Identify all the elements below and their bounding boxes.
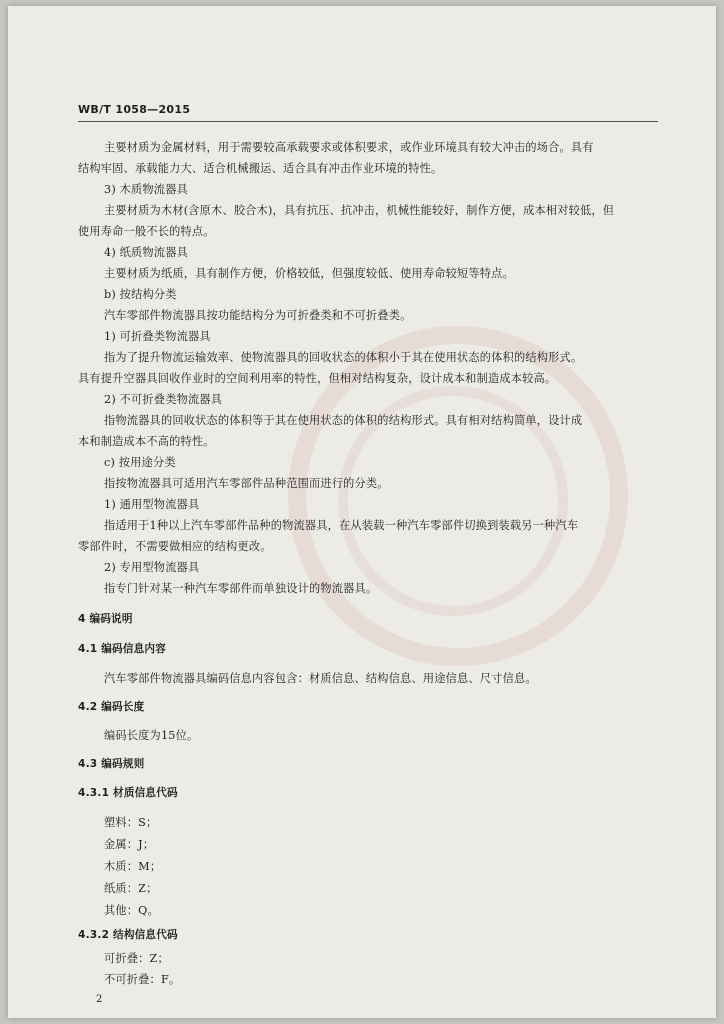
para-4-2: 编码长度为15位。 <box>104 729 199 742</box>
para-wood-desc-2: 使用寿命一般不长的特点。 <box>78 225 215 238</box>
code-plastic: 塑料：S； <box>104 816 158 829</box>
code-wood: 木质：M； <box>104 860 162 873</box>
para-4-1: 汽车零部件物流器具编码信息内容包含：材质信息、结构信息、用途信息、尺寸信息。 <box>104 672 537 685</box>
heading-4-3-2: 4.3.2 结构信息代码 <box>78 929 178 941</box>
code-foldable: 可折叠：Z； <box>104 952 169 965</box>
para-metal-desc-1: 主要材质为金属材料，用于需要较高承载要求或体积要求，或作业环境具有较大冲击的场合。具有 <box>104 141 594 154</box>
item-wood: 3) 木质物流器具 <box>104 183 188 196</box>
para-structure-desc: 汽车零部件物流器具按功能结构分为可折叠类和不可折叠类。 <box>104 309 412 322</box>
page-number: 2 <box>96 994 103 1005</box>
heading-4: 4 编码说明 <box>78 613 133 625</box>
standard-number-header: WB/T 1058—2015 <box>78 103 191 116</box>
heading-4-3: 4.3 编码规则 <box>78 758 145 770</box>
para-non-foldable-desc-2: 本和制造成本不高的特性。 <box>78 435 215 448</box>
para-paper-desc: 主要材质为纸质，具有制作方便，价格较低，但强度较低、使用寿命较短等特点。 <box>104 267 514 280</box>
para-wood-desc-1: 主要材质为木材(含原木、胶合木)，具有抗压、抗冲击，机械性能较好，制作方便，成本相对较低，但 <box>104 204 615 217</box>
item-paper: 4) 纸质物流器具 <box>104 246 188 259</box>
code-other: 其他：Q。 <box>104 904 159 917</box>
code-metal: 金属：J； <box>104 838 155 851</box>
heading-4-1: 4.1 编码信息内容 <box>78 643 167 655</box>
para-metal-desc-2: 结构牢固、承载能力大、适合机械搬运、适合具有冲击作业环境的特性。 <box>78 162 443 175</box>
para-special-desc: 指专门针对某一种汽车零部件而单独设计的物流器具。 <box>104 582 378 595</box>
code-non-foldable: 不可折叠：F。 <box>104 973 181 986</box>
para-use-desc: 指按物流器具可适用汽车零部件品种范围而进行的分类。 <box>104 477 389 490</box>
document-page <box>8 6 716 1018</box>
item-general: 1) 通用型物流器具 <box>104 498 200 511</box>
item-by-use: c) 按用途分类 <box>104 456 176 469</box>
heading-4-2: 4.2 编码长度 <box>78 701 145 713</box>
para-non-foldable-desc-1: 指物流器具的回收状态的体积等于其在使用状态的体积的结构形式。具有相对结构简单，设计成 <box>104 414 583 427</box>
item-by-structure: b) 按结构分类 <box>104 288 177 301</box>
item-special: 2) 专用型物流器具 <box>104 561 200 574</box>
header-rule <box>78 121 658 122</box>
code-paper: 纸质：Z； <box>104 882 158 895</box>
para-general-desc-1: 指适用于1种以上汽车零部件品种的物流器具，在从装载一种汽车零部件切换到装载另一种汽车 <box>104 519 579 532</box>
para-foldable-desc-2: 具有提升空器具回收作业时的空间利用率的特性，但相对结构复杂，设计成本和制造成本较高。 <box>78 372 557 385</box>
item-foldable: 1) 可折叠类物流器具 <box>104 330 211 343</box>
item-non-foldable: 2) 不可折叠类物流器具 <box>104 393 223 406</box>
para-foldable-desc-1: 指为了提升物流运输效率、使物流器具的回收状态的体积小于其在使用状态的体积的结构形式。 <box>104 351 583 364</box>
heading-4-3-1: 4.3.1 材质信息代码 <box>78 787 178 799</box>
para-general-desc-2: 零部件时，不需要做相应的结构更改。 <box>78 540 272 553</box>
